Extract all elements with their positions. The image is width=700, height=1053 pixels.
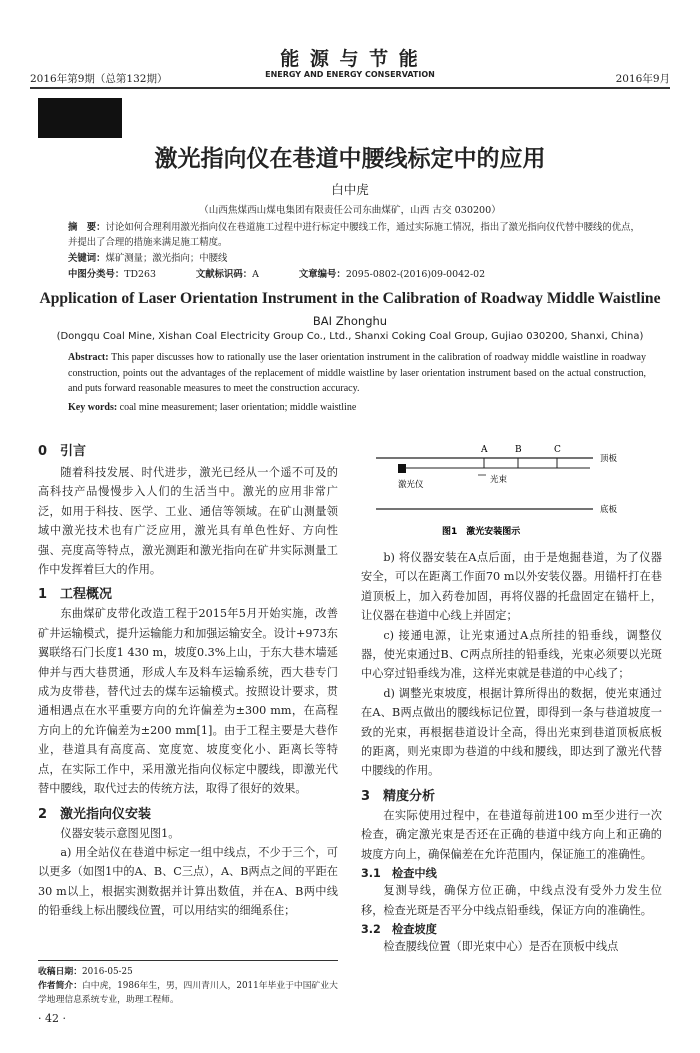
author-bio-label: 作者简介： — [38, 981, 82, 991]
keywords-en — [68, 400, 646, 416]
section-3-1-paragraph: 复测导线，确保方位正确，中线点没有受外力发生位移，检查光斑是否平分中线点铅垂线，保证方向的准确性。 — [361, 884, 662, 917]
instrument-label: 激光仪 — [398, 480, 424, 490]
title-en: Application of Laser Orientation Instrument in the Calibration of Roadway Middle Waistline — [39, 290, 661, 307]
section-3-2-title: 3.2 检查坡度 — [361, 922, 437, 936]
section-1-paragraph: 东曲煤矿皮带化改造工程于2015年5月开始实施，改善矿井运输模式，提升运输能力和加强运输安全。设计+973东翼联络石门长度1 430 m，坡度0.3%上山，于东大巷木墙延伸并与西大巷贯通，形成人车及料车运输系统，西大巷专门成为皮带巷，替代过去的煤车运输模式。按照设计要求，贯通相遇点在水平重要方向的允许偏差为±300 mm，在高程方向上的允许偏差为±200 mm[1]。由于工程主要是大巷作业，巷道具有高度高、宽度宽、坡度变化小、距离长等特点，在实际工作中，采用激光指向仪标定中腰线，即激光代替中腰线，取代过去的传统方法，取得了很好的效果。 — [38, 607, 338, 796]
figure-1-diagram — [360, 438, 665, 538]
clc-label: 中图分类号： — [68, 269, 125, 280]
section-0-title: 0 引言 — [38, 444, 87, 459]
figure-1-caption: 图1 激光安装图示 — [442, 527, 521, 537]
floor-label: 底板 — [600, 505, 618, 515]
step-b: b) 将仪器安装在A点后面，由于是炮掘巷道，为了仪器安全，可以在距离工作面70 m以外安装仪器。用锚杆打在巷道顶板上，加入药卷加固，再将仪器的托盘固定在锚杆上，让仪器在巷道中心线上并固定； — [361, 551, 662, 623]
doc-code-value: A — [252, 269, 259, 280]
header-rule — [30, 87, 670, 89]
step-d: d) 调整光束坡度，根据计算所得出的数据，使光束通过在A、B两点做出的腰线标记位置，即得到一条与巷道坡度一致的光束，再根据巷道设计全高，得出光束到巷道顶板底板的距离，则光束即为巷道的中线和腰线，即达到了激光代替中腰线的作用。 — [361, 686, 662, 778]
section-2-paragraph-2: a) 用全站仪在巷道中标定一组中线点，不少于三个，可以更多（如图1中的A、B、C三点），A、B两点之间的平距在30 m以上，根据实测数据并计算出数值，并在A、B两中线的铅垂线上标出腰线位置，可以用结实的细绳系住； — [38, 845, 338, 918]
abstract-cn-label: 摘 要： — [68, 222, 106, 233]
classification-line — [68, 267, 646, 282]
section-1-title: 1 工程概况 — [38, 587, 113, 603]
section-0-paragraph: 随着科技发展、时代进步，激光已经从一个遥不可及的高科技产品慢慢步入人们的生活当中。激光的应用非常广泛，如用于科技、医学、工业、通信等领域。在矿山测量领域中激光技术也有广泛应用，激光具有单色性好、方向性强、亮度高等特点，激光测距和激光指向在矿井实际测量工作中发挥着巨大的作用。 — [38, 466, 338, 577]
header-date: 2016年9月 — [615, 73, 670, 85]
section-3-1-title: 3.1 检查中线 — [361, 867, 437, 881]
title-cn: 激光指向仪在巷道中腰线标定中的应用 — [154, 146, 546, 172]
section-2-paragraph-1: 仪器安装示意图见图1。 — [60, 826, 180, 840]
doc-code-label: 文献标识码： — [195, 269, 253, 280]
journal-title-cn: 能 源 与 节 能 — [280, 48, 420, 70]
article-no-label: 文章编号： — [298, 269, 346, 280]
right-column — [361, 548, 662, 956]
section-3-title: 3 精度分析 — [361, 788, 436, 804]
section-3-2-paragraph: 检查腰线位置（即光束中心）是否在顶板中线点 — [383, 939, 619, 953]
footnote-rule — [38, 960, 338, 961]
clc-value: TD263 — [124, 269, 156, 280]
section-tab-block — [38, 98, 122, 138]
affiliation-cn: （山西焦煤西山煤电集团有限责任公司东曲煤矿，山西 古交 030200） — [199, 205, 501, 216]
abstract-cn-text: 讨论如何合理利用激光指向仪在巷道施工过程中进行标定中腰线工作，通过实际施工情况，指出了激光指向仪代替中腰线的优点，并提出了合理的措施来满足施工精度。 — [68, 222, 640, 248]
journal-title-en: ENERGY AND ENERGY CONSERVATION — [265, 70, 435, 79]
section-3-paragraph: 在实际使用过程中，在巷道每前进100 m至少进行一次检查，确定激光束是否还在正确的巷道中线方向上和正确的坡度方向上，确保偏差在允许范围内，保证施工的准确性。 — [361, 808, 662, 861]
author-bio: 白中虎，1986年生，男，四川青川人，2011年毕业于中国矿业大学地理信息系统专业，助理工程师。 — [38, 981, 338, 1005]
keywords-cn — [68, 251, 646, 266]
footnote — [38, 965, 338, 1007]
abstract-cn — [68, 220, 646, 250]
article-no-value: 2095-0802-(2016)09-0042-02 — [345, 269, 486, 280]
author-cn: 白中虎 — [331, 182, 369, 197]
keywords-en-label: Key words: — [68, 402, 118, 413]
section-2-title: 2 激光指向仪安装 — [38, 806, 152, 822]
received-date: 2016-05-25 — [82, 967, 133, 977]
instrument-body — [398, 464, 406, 473]
label-b: B — [515, 445, 522, 455]
step-c: c) 接通电源，让光束通过A点所挂的铅垂线，调整仪器，使光束通过B、C两点所挂的铅垂线，光束必须要以光斑中心穿过铅垂线为准，这样光束就是巷道的中心线了； — [361, 628, 662, 681]
label-c: C — [554, 445, 561, 455]
keywords-cn-text: 煤矿测量；激光指向；中腰线 — [105, 253, 228, 264]
roof-label: 顶板 — [600, 454, 618, 464]
keywords-en-text: coal mine measurement; laser orientation; middle waistline — [119, 402, 357, 413]
abstract-en — [68, 350, 646, 397]
received-label: 收稿日期： — [38, 967, 82, 977]
affiliation-en: (Dongqu Coal Mine, Xishan Coal Electricity Group Co., Ltd., Shanxi Coking Coal Group, Gujiao 030200, Shanxi, China) — [56, 331, 644, 342]
beam-label: 光束 — [490, 475, 508, 485]
header-issue: 2016年第9期（总第132期） — [30, 73, 168, 85]
abstract-en-text: This paper discusses how to rationally use the laser orientation instrument in the calibration of roadway middle waistline in roadway construction, points out the advantages of the replacement of middle waistline by laser orientation instrument based on the actual construction, and puts forward reasonable measures to meet the construction accuracy. — [68, 352, 646, 394]
abstract-en-label: Abstract: — [68, 352, 109, 363]
keywords-cn-label: 关键词： — [68, 253, 106, 264]
page-number: · 42 · — [38, 1012, 66, 1025]
left-column — [38, 440, 338, 921]
author-en: BAI Zhonghu — [312, 314, 388, 328]
label-a: A — [481, 445, 488, 455]
